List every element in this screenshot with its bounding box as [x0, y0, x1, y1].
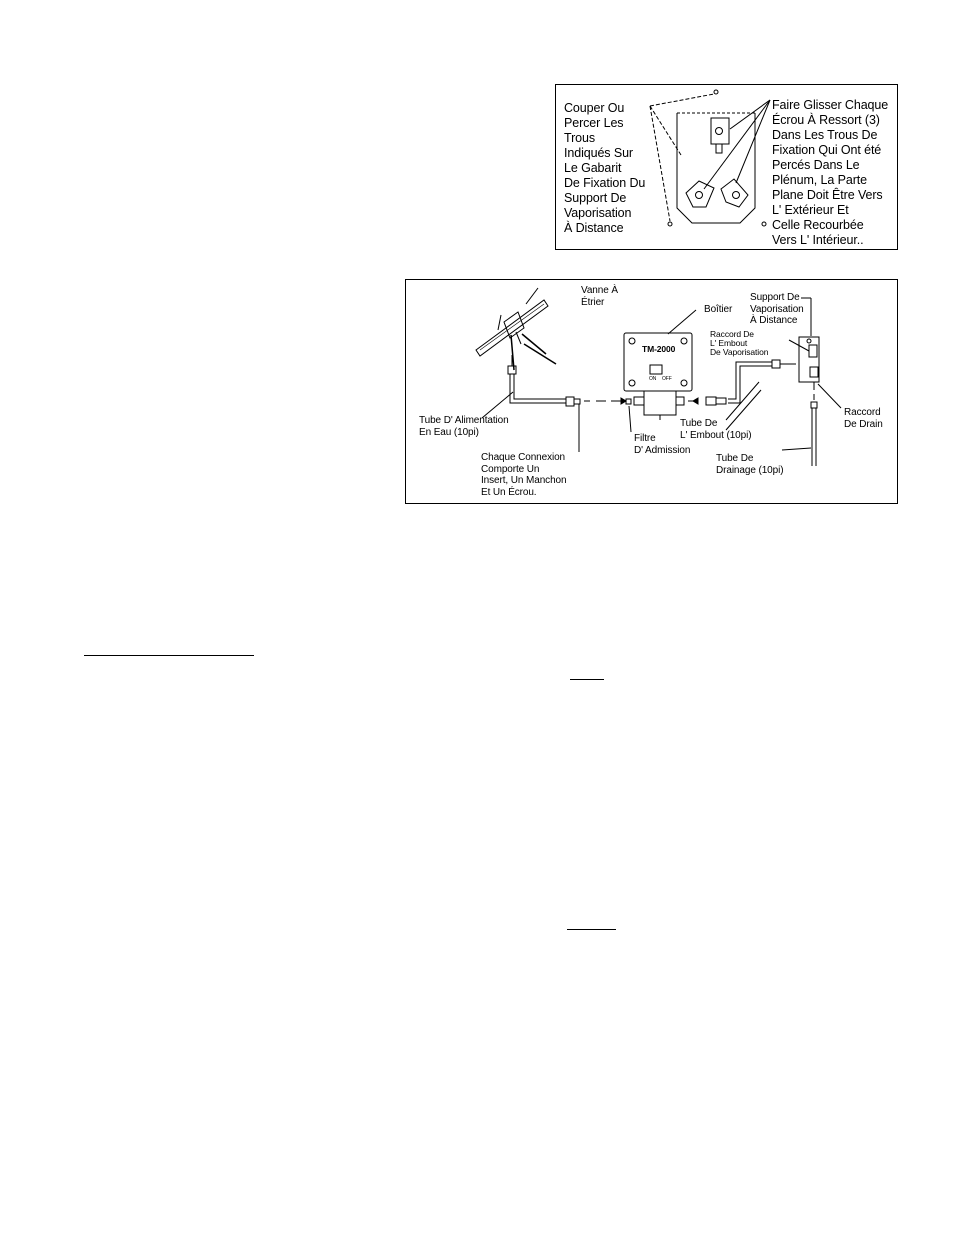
nozzle-tube-label: Tube De L' Embout (10pi): [680, 418, 752, 441]
figure-plumbing-diagram: [405, 279, 898, 504]
support-label: Support De Vaporisation À Distance: [750, 292, 804, 326]
spring-nut-label: Faire Glisser Chaque Écrou À Ressort (3) Dans Les Trous De Fixation Qui Ont été Percés Dans Le Plénum, La Parte Plane Doit Être Vers L' Extérieur Et Celle Recourbée Vers L' Intérieur..: [772, 98, 889, 247]
cut-holes-label: Couper Ou Percer Les Trous Indiqués Sur Le Gabarit De Fixation Du Support De Vaporisation À Distance: [564, 101, 646, 235]
raccord-drain-label: Raccord De Drain: [844, 407, 883, 430]
underline-rule: [570, 679, 604, 680]
underline-rule: [567, 929, 616, 930]
off-label: OFF: [662, 376, 672, 382]
connection-note-label: Chaque Connexion Comporte Un Insert, Un Manchon Et Un Écrou.: [481, 452, 567, 498]
drain-tube-label: Tube De Drainage (10pi): [716, 453, 784, 476]
boitier-label: Boîtier: [704, 304, 733, 315]
saddle-valve-label: Vanne À Étrier: [581, 285, 618, 308]
filter-label: Filtre D' Admission: [634, 433, 691, 456]
supply-tube-label: Tube D' Alimentation En Eau (10pi): [419, 415, 509, 438]
underline-rule: [84, 655, 254, 656]
raccord-embout-label: Raccord De L' Embout De Vaporisation: [710, 329, 769, 357]
tm2000-label: TM-2000: [642, 344, 676, 354]
plumbing-drawing: [406, 280, 899, 505]
on-label: ON: [649, 376, 657, 382]
figure-mounting-template: [555, 84, 898, 250]
